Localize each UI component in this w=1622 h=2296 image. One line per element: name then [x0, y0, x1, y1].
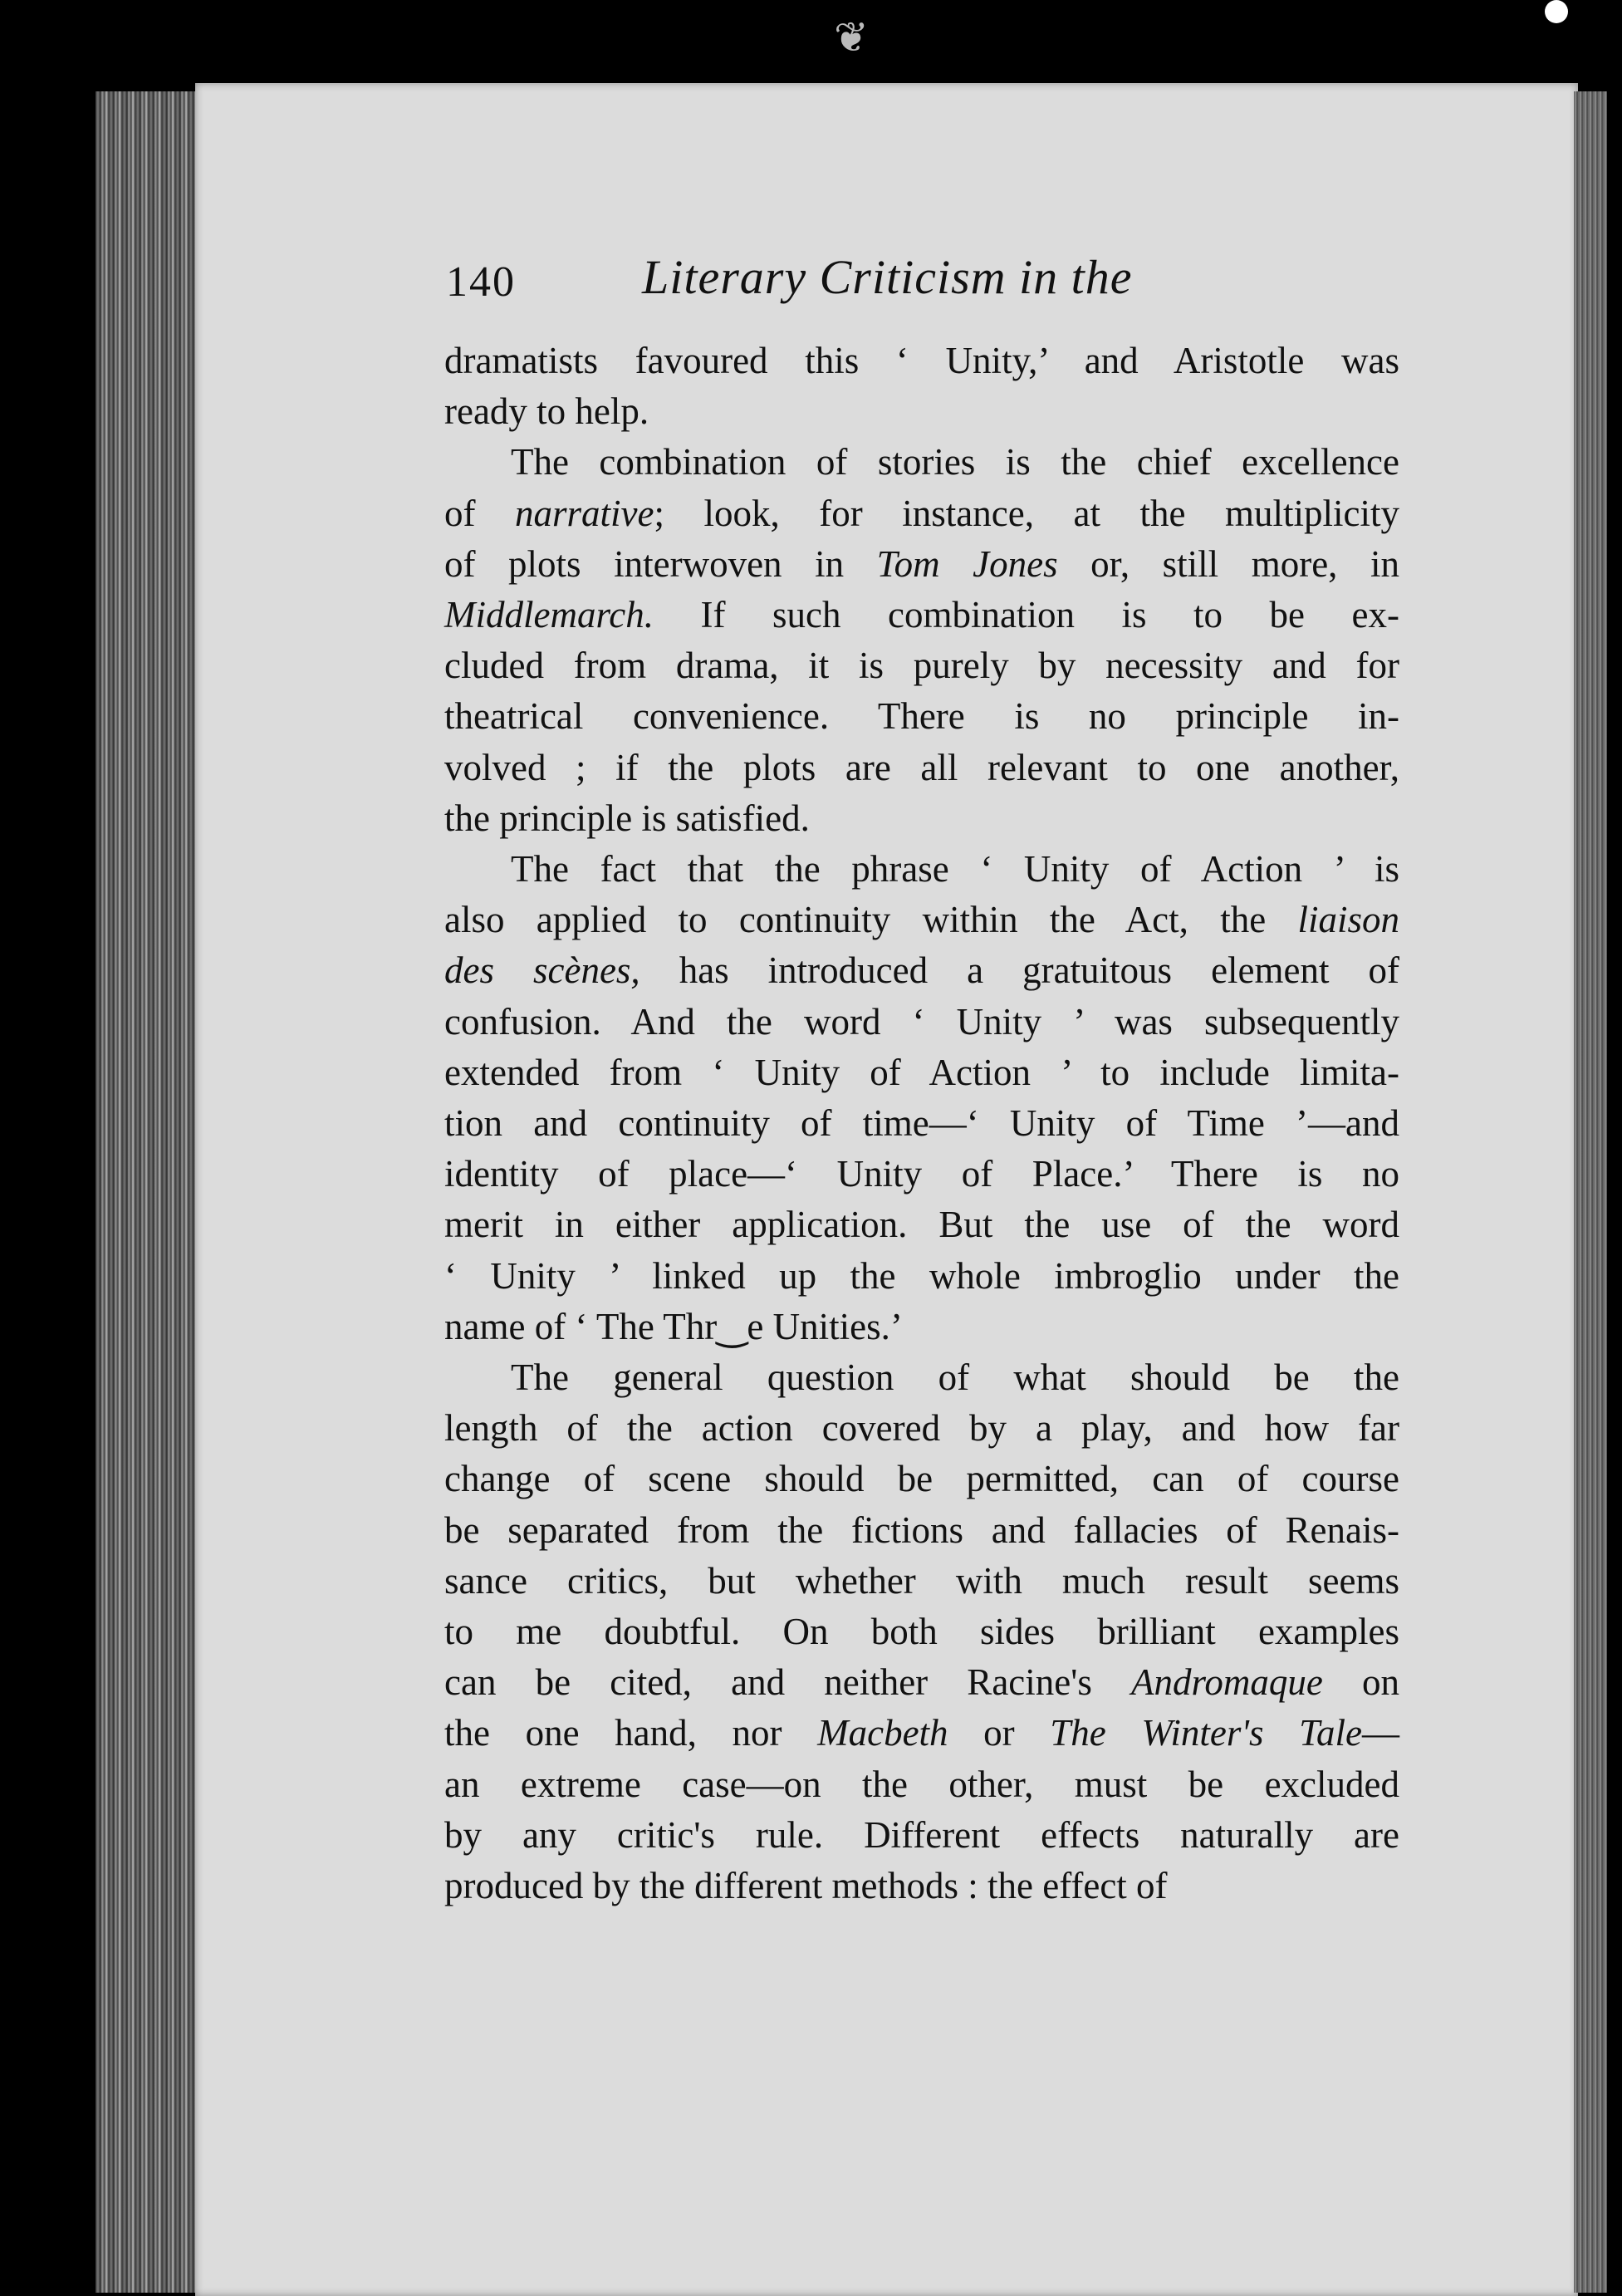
text-line: [444, 590, 1399, 640]
text-run: If such combination is to be ex-: [654, 594, 1399, 636]
paragraph: [444, 437, 1399, 844]
text-run: be separated from the fictions and fallacies of Renais-: [444, 1509, 1399, 1551]
text-line: [444, 640, 1399, 691]
text-run: can be cited, and neither Racine's: [444, 1661, 1132, 1704]
body-text: [444, 336, 1399, 1911]
paragraph: [444, 844, 1399, 1352]
text-line: [444, 1200, 1399, 1250]
text-run: also applied to continuity within the Act, the: [444, 899, 1298, 941]
text-line: [444, 1810, 1399, 1861]
ornament-icon: ❦: [834, 13, 869, 61]
text-line: [444, 1505, 1399, 1556]
text-run: name of ‘ The Thr‿e Unities.’: [444, 1305, 903, 1347]
text-line: [444, 1708, 1399, 1759]
italic-text: des scènes,: [444, 949, 640, 992]
text-run: merit in either application. But the use of the word: [444, 1204, 1399, 1246]
text-line: [444, 895, 1399, 945]
text-line: [444, 1403, 1399, 1454]
italic-text: narrative: [515, 492, 654, 534]
text-line: [444, 1607, 1399, 1657]
page-right-edge: [1574, 91, 1607, 2293]
text-run: The combination of stories is the chief excellence: [511, 441, 1399, 483]
text-run: or, still more, in: [1057, 542, 1399, 585]
text-line: [444, 1251, 1399, 1302]
text-line: [444, 743, 1399, 793]
text-line: [444, 844, 1399, 895]
book-binding-edge: [96, 91, 208, 2293]
text-line: [444, 1454, 1399, 1504]
text-run: confusion. And the word ‘ Unity ’ was subsequently: [444, 1000, 1399, 1043]
text-line: [444, 437, 1399, 488]
text-line: [444, 1098, 1399, 1149]
text-line: [444, 488, 1399, 539]
text-line: [444, 793, 1399, 844]
text-line: [444, 336, 1399, 386]
text-run: cluded from drama, it is purely by necessity and for: [444, 645, 1399, 687]
text-run: the principle is satisfied.: [444, 797, 810, 839]
scan-mark-icon: [1545, 0, 1568, 23]
italic-text: liaison: [1297, 899, 1399, 941]
text-run: of: [444, 492, 516, 534]
text-run: extended from ‘ Unity of Action ’ to include limita-: [444, 1051, 1399, 1093]
text-line: [444, 386, 1399, 437]
text-run: to me doubtful. On both sides brilliant examples: [444, 1611, 1399, 1653]
text-run: by any critic's rule. Different effects naturally are: [444, 1813, 1399, 1856]
text-line: [444, 1759, 1399, 1810]
text-run: ‘ Unity ’ linked up the whole imbroglio under the: [444, 1254, 1399, 1297]
text-run: change of scene should be permitted, can of course: [444, 1458, 1399, 1500]
text-run: sance critics, but whether with much result seems: [444, 1559, 1399, 1602]
italic-text: The Winter's Tale: [1050, 1712, 1362, 1754]
text-run: ; look, for instance, at the multiplicity: [654, 492, 1399, 534]
text-line: [444, 691, 1399, 742]
text-run: —: [1362, 1712, 1399, 1754]
text-line: [444, 1302, 1399, 1352]
text-line: [444, 1861, 1399, 1911]
text-line: [444, 1556, 1399, 1607]
text-line: [444, 997, 1399, 1047]
page-header: [253, 249, 1416, 316]
italic-text: Andromaque: [1131, 1661, 1323, 1704]
text-run: The fact that the phrase ‘ Unity of Action ’ is: [511, 848, 1399, 890]
page-number: 140: [446, 258, 516, 306]
text-run: an extreme case—on the other, must be excluded: [444, 1763, 1399, 1805]
text-run: the one hand, nor: [444, 1712, 818, 1754]
text-run: on: [1322, 1661, 1399, 1704]
text-run: theatrical convenience. There is no principle in-: [444, 695, 1399, 738]
italic-text: Macbeth: [817, 1712, 948, 1754]
text-run: volved ; if the plots are all relevant to one another,: [444, 746, 1399, 788]
text-line: [444, 1047, 1399, 1098]
text-run: tion and continuity of time—‘ Unity of Time ’—and: [444, 1102, 1399, 1145]
text-run: produced by the different methods : the effect of: [444, 1865, 1168, 1907]
running-title: Literary Criticism in the: [642, 250, 1133, 304]
text-run: or: [948, 1712, 1051, 1754]
text-run: dramatists favoured this ‘ Unity,’ and Aristotle was: [444, 340, 1399, 381]
text-run: identity of place—‘ Unity of Place.’ There is no: [444, 1153, 1399, 1195]
text-run: of plots interwoven in: [444, 542, 877, 585]
text-run: ready to help.: [444, 390, 649, 433]
text-run: has introduced a gratuitous element of: [639, 949, 1399, 992]
paragraph: [444, 1352, 1399, 1911]
text-line: [444, 945, 1399, 996]
italic-text: Middlemarch.: [444, 594, 654, 636]
text-line: [444, 1657, 1399, 1708]
paragraph: [444, 336, 1399, 437]
text-line: [444, 539, 1399, 590]
text-line: [444, 1352, 1399, 1403]
text-run: The general question of what should be the: [511, 1357, 1399, 1399]
text-run: length of the action covered by a play, and how far: [444, 1407, 1399, 1450]
italic-text: Tom Jones: [876, 542, 1058, 585]
text-line: [444, 1149, 1399, 1200]
